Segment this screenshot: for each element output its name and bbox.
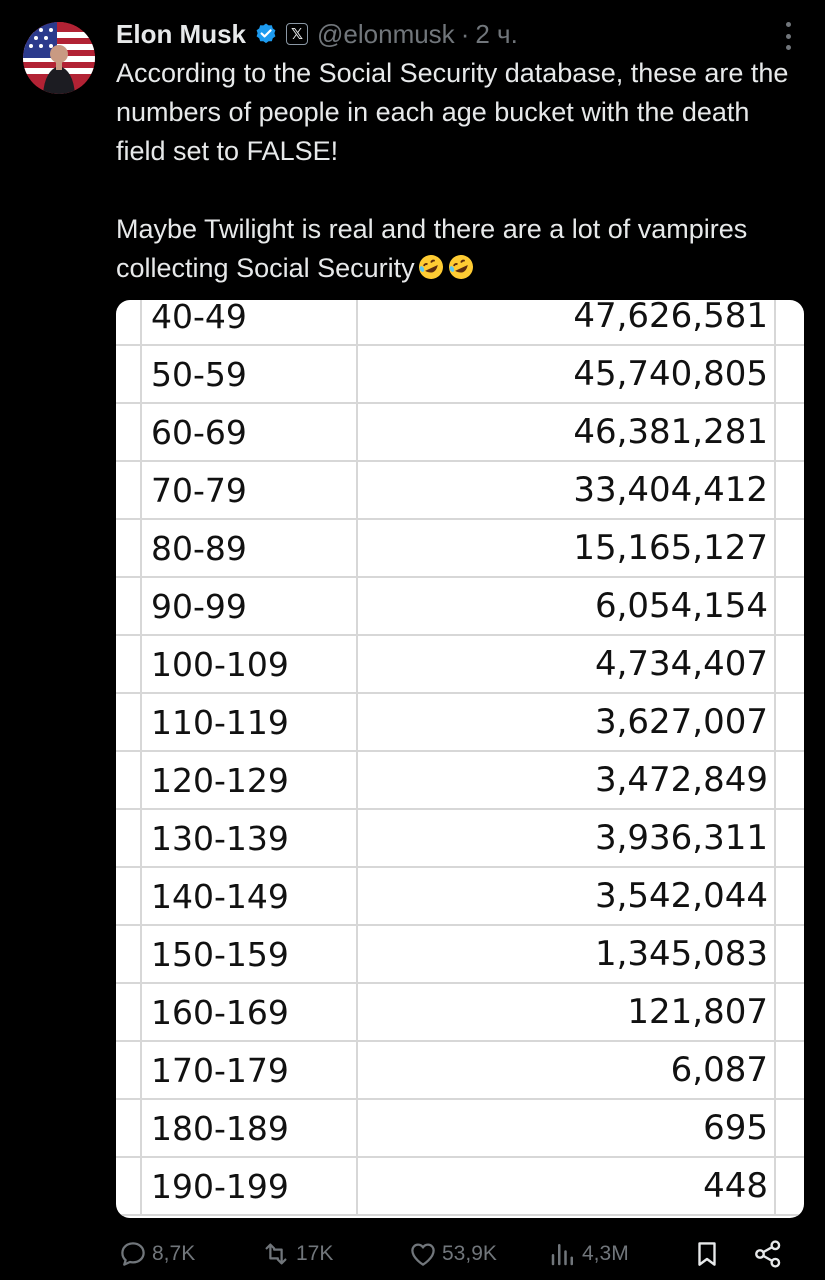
share-button[interactable] [752, 1236, 784, 1272]
table-row [116, 694, 804, 752]
row-header-cell [116, 346, 142, 402]
rolling-laughing-emoji-icon [417, 253, 445, 281]
views-count: 4,3M [582, 1242, 629, 1265]
reply-button[interactable] [118, 1236, 195, 1272]
x-affiliation-badge: 𝕏 [286, 23, 308, 45]
count-cell: 15,165,127 [358, 520, 776, 576]
table-row [116, 300, 804, 346]
repost-icon [260, 1239, 292, 1269]
row-header-cell [116, 1100, 142, 1156]
row-header-cell [116, 636, 142, 692]
timestamp[interactable]: 2 ч. [475, 18, 518, 49]
avatar[interactable] [23, 22, 95, 94]
row-header-cell [116, 1158, 142, 1214]
count-cell: 45,740,805 [358, 346, 776, 402]
tweet-text [116, 54, 806, 288]
age-bucket-cell: 120-129 [142, 752, 358, 808]
bookmark-button[interactable] [692, 1236, 722, 1272]
age-bucket-cell: 100-109 [142, 636, 358, 692]
age-bucket-cell: 80-89 [142, 520, 358, 576]
row-header-cell [116, 868, 142, 924]
table-row [116, 636, 804, 694]
table-row [116, 520, 804, 578]
row-header-cell [116, 752, 142, 808]
row-header-cell [116, 300, 142, 344]
count-cell: 6,054,154 [358, 578, 776, 634]
count-cell: 46,381,281 [358, 404, 776, 460]
attached-image-table[interactable] [116, 300, 804, 1218]
count-cell: 47,626,581 [358, 300, 776, 344]
count-cell: 121,807 [358, 984, 776, 1040]
like-icon [408, 1239, 438, 1269]
action-bar [116, 1236, 806, 1272]
count-cell: 4,734,407 [358, 636, 776, 692]
table-row [116, 752, 804, 810]
age-bucket-cell: 190-199 [142, 1158, 358, 1214]
age-bucket-cell: 50-59 [142, 346, 358, 402]
like-count: 53,9K [442, 1242, 497, 1265]
tweet-paragraph-1: According to the Social Security database, these are the numbers of people in each age bucket with the death field set to FALSE! [116, 58, 789, 166]
like-button[interactable] [408, 1236, 497, 1272]
row-header-cell [116, 462, 142, 518]
verified-icon [254, 22, 278, 46]
count-cell: 3,627,007 [358, 694, 776, 750]
age-bucket-cell: 160-169 [142, 984, 358, 1040]
age-bucket-cell: 180-189 [142, 1100, 358, 1156]
count-cell: 695 [358, 1100, 776, 1156]
rolling-laughing-emoji-icon [447, 253, 475, 281]
table-row [116, 926, 804, 984]
row-header-cell [116, 694, 142, 750]
age-bucket-cell: 150-159 [142, 926, 358, 982]
share-icon [752, 1238, 784, 1270]
count-cell: 33,404,412 [358, 462, 776, 518]
table-row [116, 578, 804, 636]
row-header-cell [116, 520, 142, 576]
row-header-cell [116, 926, 142, 982]
table-row [116, 868, 804, 926]
age-bucket-cell: 40-49 [142, 300, 358, 344]
row-header-cell [116, 404, 142, 460]
age-bucket-cell: 60-69 [142, 404, 358, 460]
table-row [116, 1100, 804, 1158]
table-row [116, 810, 804, 868]
age-bucket-cell: 140-149 [142, 868, 358, 924]
row-header-cell [116, 984, 142, 1040]
separator-dot: · [460, 18, 470, 49]
views-button[interactable] [548, 1236, 629, 1272]
row-header-cell [116, 578, 142, 634]
table-row [116, 984, 804, 1042]
reply-icon [118, 1239, 148, 1269]
handle[interactable]: @elonmusk [317, 18, 455, 49]
views-icon [548, 1239, 578, 1269]
table-row [116, 1042, 804, 1100]
count-cell: 6,087 [358, 1042, 776, 1098]
table-row [116, 346, 804, 404]
age-bucket-cell: 90-99 [142, 578, 358, 634]
count-cell: 3,542,044 [358, 868, 776, 924]
more-icon[interactable] [776, 22, 800, 50]
row-header-cell [116, 1042, 142, 1098]
count-cell: 448 [358, 1158, 776, 1214]
count-cell: 1,345,083 [358, 926, 776, 982]
count-cell: 3,472,849 [358, 752, 776, 808]
age-bucket-cell: 130-139 [142, 810, 358, 866]
display-name[interactable]: Elon Musk [116, 18, 247, 49]
age-bucket-cell: 110-119 [142, 694, 358, 750]
count-cell: 3,936,311 [358, 810, 776, 866]
repost-button[interactable] [260, 1236, 333, 1272]
table-row [116, 462, 804, 520]
tweet-paragraph-2 [116, 210, 806, 288]
repost-count: 17K [296, 1242, 334, 1265]
age-bucket-cell: 170-179 [142, 1042, 358, 1098]
age-bucket-cell: 70-79 [142, 462, 358, 518]
table-row [116, 1158, 804, 1216]
bookmark-icon [692, 1238, 722, 1270]
table-row [116, 404, 804, 462]
reply-count: 8,7K [152, 1242, 196, 1265]
tweet-header [116, 16, 518, 52]
row-header-cell [116, 810, 142, 866]
tweet-paragraph-2-text: Maybe Twilight is real and there are a lot of vampires collecting Social Security [116, 214, 748, 283]
